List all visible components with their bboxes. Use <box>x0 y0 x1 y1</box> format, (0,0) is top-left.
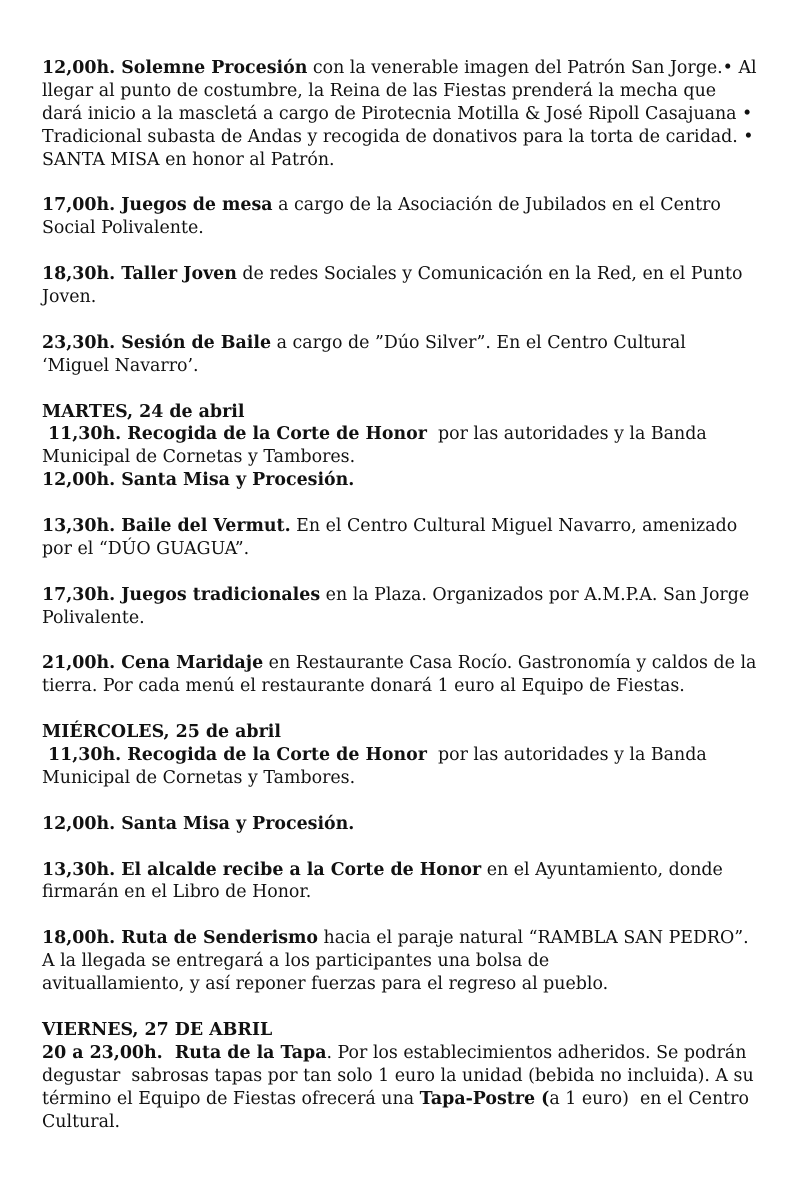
entry-baile-vermut <box>42 515 758 561</box>
entry-misa-miercoles: 12,00h. Santa Misa y Procesión. <box>42 813 355 834</box>
program-text <box>42 57 758 1156</box>
entry-description: en el Ayuntamiento, donde firmarán en el Libro de Honor. <box>42 859 723 903</box>
entry-sesion-baile <box>42 332 758 378</box>
entry-description-end: a 1 euro) en el Centro Cultural. <box>42 1088 755 1132</box>
entry-time-title: 11,30h. Recogida de la Corte de Honor <box>42 745 427 766</box>
entry-description: a cargo de ”Dúo Silver”. En el Centro Cultural ‘Miguel Navarro’. <box>42 332 686 376</box>
entry-time-title: 13,30h. Baile del Vermut. <box>42 516 291 537</box>
entry-juegos-mesa <box>42 194 758 240</box>
entry-time-title: 17,30h. Juegos tradicionales <box>42 584 321 605</box>
entry-time-title: 13,30h. El alcalde recibe a la Corte de Honor <box>42 859 482 880</box>
entry-time-title: 18,30h. Taller Joven <box>42 264 237 285</box>
entry-time-title: 20 a 23,00h. Ruta de la Tapa <box>42 1042 327 1063</box>
entry-description: en la Plaza. Organizados por A.M.P.A. San Jorge Polivalente. <box>42 584 750 628</box>
entry-juegos-tradicionales <box>42 584 758 630</box>
entry-highlight: Tapa-Postre ( <box>419 1088 550 1109</box>
entry-description: a cargo de la Asociación de Jubilados en el Centro Social Polivalente. <box>42 195 721 239</box>
entry-time-title: 11,30h. Recogida de la Corte de Honor <box>42 424 427 445</box>
entry-recogida-miercoles <box>42 744 758 790</box>
entry-ruta-tapa <box>42 1042 758 1134</box>
entry-description-cont: avituallamiento, y así reponer fuerzas para el regreso al pueblo. <box>42 974 609 995</box>
entry-senderismo <box>42 927 758 996</box>
entry-description: por las autoridades y la Banda Municipal de Cornetas y Tambores. <box>42 745 713 788</box>
entry-description: con la venerable imagen del Patrón San Jorge.• Al llegar al punto de costumbre, la Reina de las Fiestas prenderá la mecha que dará inicio a la mascletá a cargo de Pirotecnia Motilla & José Ripoll Casajuana • Tradicional subasta de Andas y recogida de donativos para la torta de caridad. • SANTA MISA en honor al Patrón. <box>42 58 757 170</box>
entry-description: de redes Sociales y Comunicación en la Red, en el Punto Joven. <box>42 264 743 308</box>
entry-time-title: 18,00h. Ruta de Senderismo <box>42 928 318 949</box>
entry-recogida-martes <box>42 423 758 469</box>
entry-taller-joven <box>42 263 758 309</box>
entry-description: hacia el paraje natural “RAMBLA SAN PEDRO”. A la llegada se entregará a los participantes una bolsa de <box>42 928 749 972</box>
day-heading-viernes: VIERNES, 27 DE ABRIL <box>42 1019 273 1040</box>
entry-description: En el Centro Cultural Miguel Navarro, amenizado por el “DÚO GUAGUA”. <box>42 516 738 559</box>
entry-procesion <box>42 57 758 172</box>
entry-cena-maridaje <box>42 652 758 698</box>
entry-alcalde <box>42 859 758 905</box>
entry-time-title: 21,00h. Cena Maridaje <box>42 653 264 674</box>
day-heading-martes: MARTES, 24 de abril <box>42 401 245 422</box>
entry-time-title: 23,30h. Sesión de Baile <box>42 332 272 353</box>
entry-time-title: 12,00h. Solemne Procesión <box>42 58 308 78</box>
entry-time-title: 17,00h. Juegos de mesa <box>42 195 273 216</box>
day-heading-miercoles: MIÉRCOLES, 25 de abril <box>42 722 281 743</box>
entry-description: por las autoridades y la Banda Municipal de Cornetas y Tambores. <box>42 424 713 468</box>
entry-description: . Por los establecimientos adheridos. Se podrán degustar sabrosas tapas por tan solo 1 euro la unidad (bebida no incluida). A su término el Equipo de Fiestas ofrecerá una <box>42 1042 760 1109</box>
entry-misa-martes: 12,00h. Santa Misa y Procesión. <box>42 470 355 491</box>
entry-description: en Restaurante Casa Rocío. Gastronomía y caldos de la tierra. Por cada menú el restaurante donará 1 euro al Equipo de Fiestas. <box>42 653 757 697</box>
